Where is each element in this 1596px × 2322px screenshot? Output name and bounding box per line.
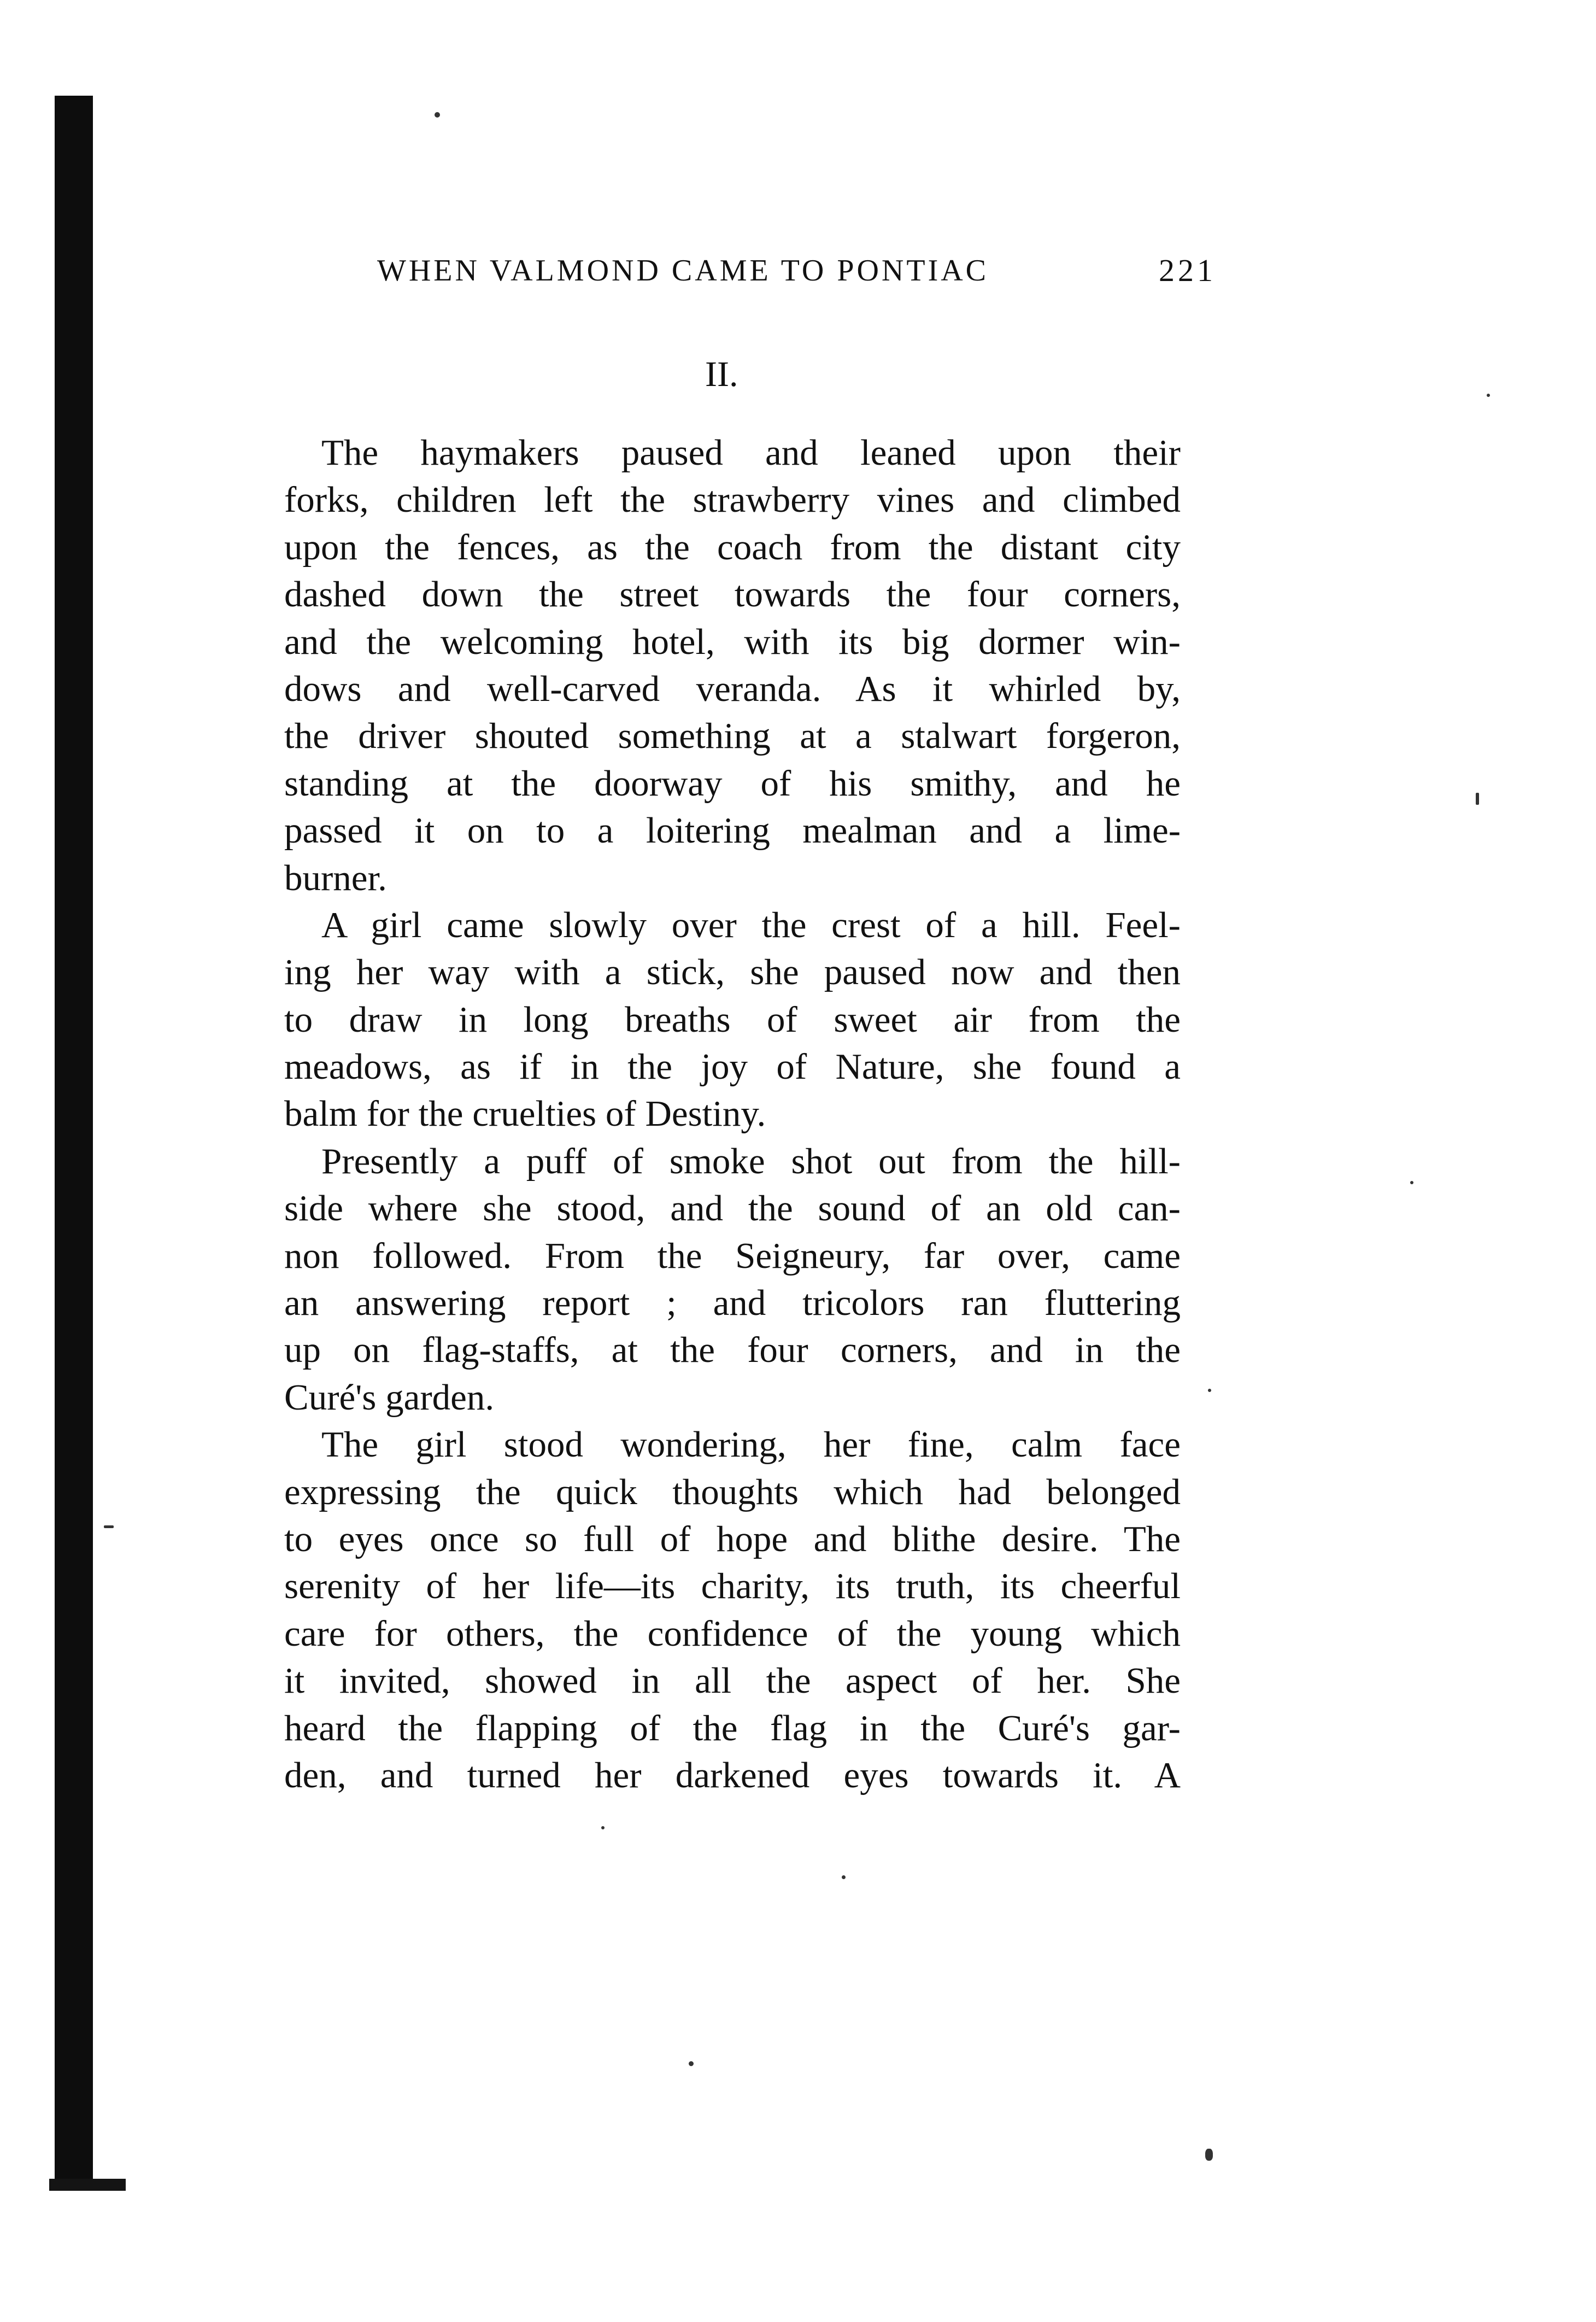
text-line: standing at the doorway of his smithy, and he [284, 763, 1181, 804]
text-line: A girl came slowly over the crest of a hill. Feel- [321, 904, 1181, 945]
text-line: Presently a puff of smoke shot out from the hill- [321, 1140, 1181, 1182]
text-line: and the welcoming hotel, with its big dormer win- [284, 621, 1181, 662]
text-line: serenity of her life—its charity, its truth, its cheerful [284, 1566, 1181, 1607]
page-binding-shadow [55, 96, 93, 2190]
page-binding-foot [49, 2179, 126, 2191]
text-line: to draw in long breaths of sweet air from the [284, 999, 1181, 1040]
text-line: dashed down the street towards the four corners, [284, 574, 1181, 615]
text-line: passed it on to a loitering mealman and a lime- [284, 810, 1181, 851]
text-line: up on flag-staffs, at the four corners, and in the [284, 1330, 1181, 1371]
text-line: expressing the quick thoughts which had belonged [284, 1471, 1181, 1512]
scan-speck [435, 112, 440, 118]
text-line: care for others, the confidence of the young which [284, 1613, 1181, 1654]
text-line: an answering report ; and tricolors ran fluttering [284, 1283, 1181, 1324]
text-line: it invited, showed in all the aspect of her. She [284, 1660, 1181, 1701]
running-header [377, 249, 1216, 293]
scan-speck [1476, 793, 1479, 805]
page-number: 221 [1159, 253, 1216, 288]
body-text [284, 429, 1181, 1799]
text-line: den, and turned her darkened eyes towards it. A [284, 1754, 1181, 1795]
text-line: heard the flapping of the flag in the Curé's gar- [284, 1707, 1181, 1748]
text-line: dows and well-carved veranda. As it whirled by, [284, 668, 1181, 709]
text-line: to eyes once so full of hope and blithe desire. The [284, 1518, 1181, 1559]
text-line: The haymakers paused and leaned upon their [321, 432, 1181, 473]
text-line: burner. [284, 857, 387, 898]
scan-speck [689, 2061, 694, 2066]
text-line: ing her way with a stick, she paused now and then [284, 952, 1181, 993]
scan-speck [1205, 2149, 1213, 2161]
text-line: balm for the cruelties of Destiny. [284, 1093, 766, 1134]
text-line: the driver shouted something at a stalwart forgeron, [284, 716, 1181, 757]
scan-speck [842, 1875, 846, 1879]
text-line: meadows, as if in the joy of Nature, she found a [284, 1046, 1181, 1087]
text-line: Curé's garden. [284, 1377, 495, 1418]
scan-speck [1410, 1181, 1413, 1184]
text-line: side where she stood, and the sound of an old can- [284, 1188, 1181, 1229]
text-line: non followed. From the Seigneury, far over, came [284, 1235, 1181, 1276]
text-line: upon the fences, as the coach from the distant city [284, 527, 1181, 568]
scan-speck [1487, 394, 1490, 397]
text-line: forks, children left the strawberry vines and climbed [284, 479, 1181, 520]
text-line: The girl stood wondering, her fine, calm face [321, 1424, 1181, 1465]
scan-speck [1208, 1389, 1211, 1392]
scan-speck [601, 1826, 605, 1829]
section-number: II. [705, 354, 738, 394]
running-header-title: WHEN VALMOND CAME TO PONTIAC [377, 254, 989, 288]
scan-speck [104, 1525, 114, 1528]
